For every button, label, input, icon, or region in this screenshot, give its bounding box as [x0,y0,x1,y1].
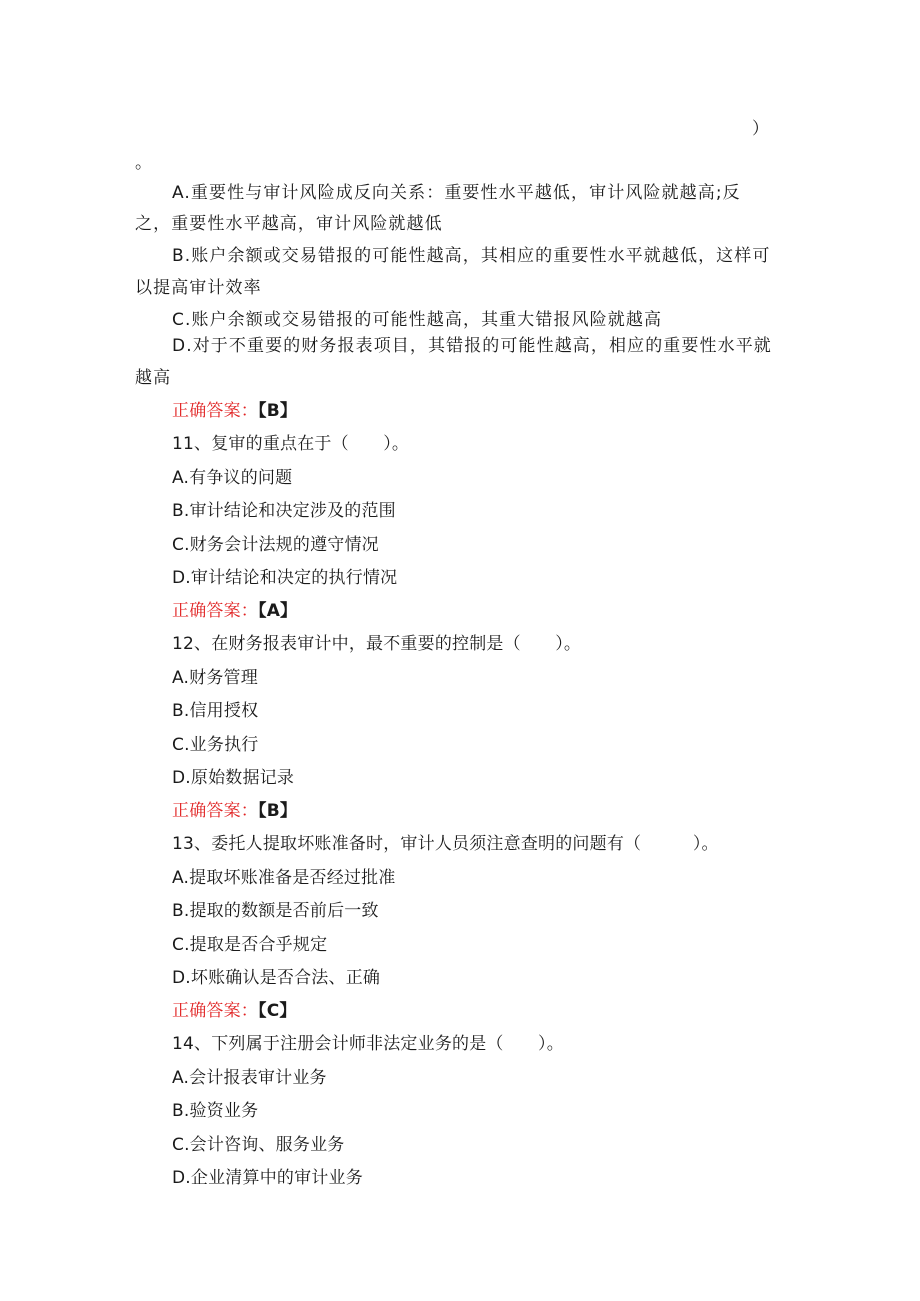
answer-value: 【C】 [258,1001,297,1021]
q13-option-a: A.提取坏账准备是否经过批准 [172,868,396,888]
q13-option-b: B.提取的数额是否前后一致 [172,901,379,921]
q10-option-a-line1: A.重要性与审计风险成反向关系：重要性水平越低，审计风险就越高;反 [172,183,741,203]
q10-option-b-line2: 以提高审计效率 [135,278,262,298]
q14-option-c: C.会计咨询、服务业务 [172,1135,345,1155]
answer-label: 正确答案： [172,1001,258,1021]
q12-option-b: B.信用授权 [172,701,259,721]
answer-label: 正确答案： [172,401,258,421]
q13-answer [172,1000,297,1022]
answer-label: 正确答案： [172,601,258,621]
period-mark: 。 [135,153,153,173]
q14-stem: 14、下列属于注册会计师非法定业务的是（ ）。 [172,1034,564,1054]
answer-value: 【A】 [258,601,298,621]
q12-answer [172,800,297,822]
q12-option-d: D.原始数据记录 [172,768,295,788]
q12-option-a: A.财务管理 [172,668,258,688]
q11-option-a: A.有争议的问题 [172,468,293,488]
q14-option-b: B.验资业务 [172,1101,259,1121]
q13-option-c: C.提取是否合乎规定 [172,935,328,955]
q11-option-d: D.审计结论和决定的执行情况 [172,568,398,588]
q11-stem: 11、复审的重点在于（ ）。 [172,434,410,454]
answer-value: 【B】 [258,801,298,821]
answer-value: 【B】 [258,401,298,421]
q10-option-c: C.账户余额或交易错报的可能性越高，其重大错报风险就越高 [172,310,663,330]
q13-option-d: D.坏账确认是否合法、正确 [172,968,381,988]
q11-option-c: C.财务会计法规的遵守情况 [172,535,379,555]
q14-option-d: D.企业清算中的审计业务 [172,1168,363,1188]
q10-answer [172,400,297,422]
q10-option-d-line1: D.对于不重要的财务报表项目，其错报的可能性越高，相应的重要性水平就 [172,336,772,356]
q10-option-a-line2: 之，重要性水平越高，审计风险就越低 [135,214,443,234]
paren-close: ） [752,119,770,139]
q11-option-b: B.审计结论和决定涉及的范围 [172,501,396,521]
q11-answer [172,600,297,622]
q13-stem: 13、委托人提取坏账准备时，审计人员须注意查明的问题有（ ）。 [172,834,719,854]
q12-option-c: C.业务执行 [172,735,259,755]
q10-option-d-line2: 越高 [135,368,172,388]
q14-option-a: A.会计报表审计业务 [172,1068,327,1088]
answer-label: 正确答案： [172,801,258,821]
q12-stem: 12、在财务报表审计中，最不重要的控制是（ ）。 [172,634,582,654]
q10-option-b-line1: B.账户余额或交易错报的可能性越高，其相应的重要性水平就越低，这样可 [172,246,771,266]
